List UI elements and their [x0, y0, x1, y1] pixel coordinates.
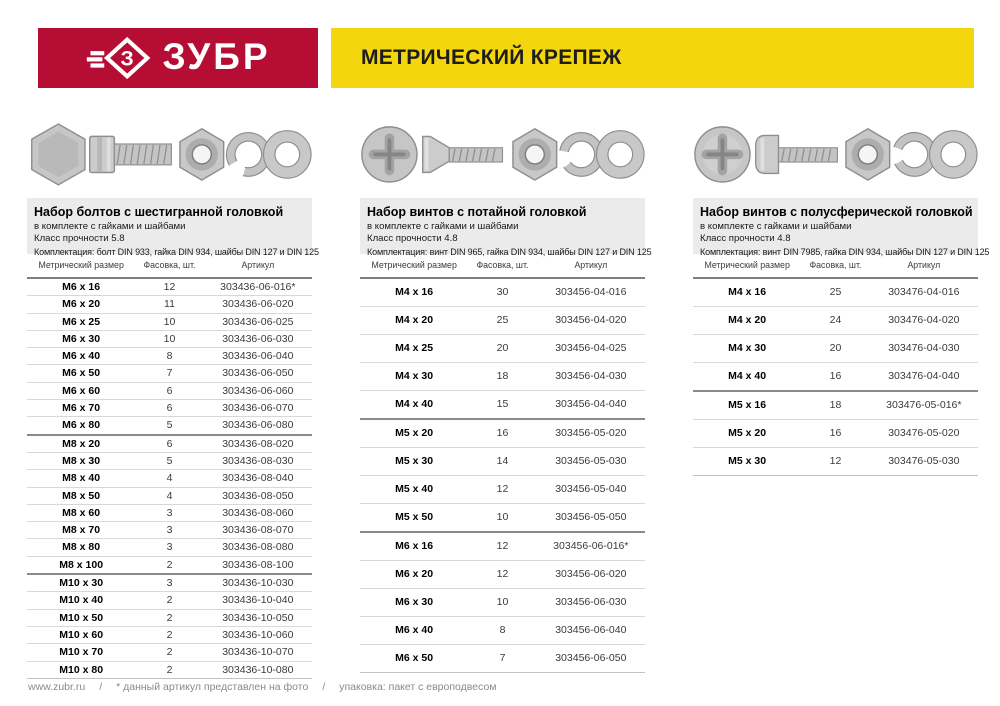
qty-cell: 6 [166, 437, 173, 450]
kit-contents: Комплектация: винт DIN 7985, гайка DIN 934, шайбы DIN 127 и DIN 125 [700, 246, 990, 257]
flat-washer-icon [597, 131, 645, 179]
table-row [27, 539, 312, 556]
article-cell: 303476-04-016 [888, 286, 960, 298]
table-row [27, 609, 312, 626]
strength-class: Класс прочности 5.8 [34, 233, 125, 245]
article-cell: 303436-06-050 [222, 367, 294, 380]
article-cell: 303456-04-030 [555, 370, 627, 382]
table-row [360, 645, 645, 673]
pan-head-screw-set-image [693, 108, 978, 198]
article-cell: 303476-04-040 [888, 370, 960, 382]
qty-cell: 16 [829, 370, 842, 382]
footer-separator: / [322, 681, 326, 693]
table-row [27, 556, 312, 574]
size-cell: M6 x 50 [395, 652, 434, 664]
qty-cell: 2 [166, 611, 173, 624]
table-row [27, 644, 312, 661]
table-row [360, 307, 645, 335]
page-header [38, 28, 974, 88]
brand-logo [38, 28, 318, 88]
size-cell: M6 x 16 [395, 540, 434, 552]
qty-cell: 10 [163, 332, 176, 345]
qty-cell: 8 [499, 624, 506, 636]
article-cell: 303476-04-030 [888, 342, 960, 354]
table-row [360, 476, 645, 504]
table-row [27, 382, 312, 399]
table-row [27, 522, 312, 539]
article-cell: 303436-08-100 [222, 558, 294, 571]
article-cell: 303436-06-030 [222, 332, 294, 345]
table-row [27, 365, 312, 382]
qty-cell: 6 [166, 402, 173, 415]
qty-cell: 16 [496, 427, 509, 439]
table-row [27, 435, 312, 453]
qty-cell: 24 [829, 314, 842, 326]
qty-cell: 12 [496, 540, 509, 552]
product-column-hex-bolts [27, 108, 319, 679]
hex-head-top-view-icon [32, 124, 85, 185]
size-cell: M4 x 16 [395, 286, 434, 298]
size-cell: M6 x 40 [62, 350, 101, 363]
site-url-link[interactable]: www.zubr.ru [28, 681, 86, 693]
size-cell: M8 x 40 [62, 472, 101, 485]
table-row [360, 448, 645, 476]
qty-cell: 25 [496, 314, 509, 326]
article-cell: 303436-08-060 [222, 506, 294, 519]
product-title: Набор винтов с потайной головкой [367, 205, 587, 219]
size-cell: M5 x 30 [395, 455, 434, 467]
table-row [27, 348, 312, 365]
article-cell: 303456-06-020 [555, 568, 627, 580]
svg-text:З: З [121, 47, 135, 71]
footer-note-packaging: упаковка: пакет с европодвесом [339, 681, 497, 693]
col-header-qty: Фасовка, шт. [476, 260, 529, 270]
size-cell: M10 x 50 [59, 611, 104, 624]
article-cell: 303436-08-080 [222, 541, 294, 554]
table-row [360, 617, 645, 645]
size-cell: M8 x 70 [62, 524, 101, 537]
qty-cell: 4 [166, 489, 173, 502]
product-column-countersunk-screws [360, 108, 652, 679]
pan-head-screw-set-icon [693, 112, 978, 194]
qty-cell: 10 [496, 511, 509, 523]
article-cell: 303436-06-040 [222, 350, 294, 363]
article-cell: 303456-06-016* [553, 540, 629, 552]
countersunk-screw-set-icon [360, 112, 645, 194]
countersunk-screw-side-view-icon [423, 136, 503, 172]
qty-cell: 11 [164, 298, 175, 311]
article-cell: 303456-06-030 [555, 596, 627, 608]
footer-separator: / [99, 681, 103, 693]
size-cell: M6 x 80 [62, 419, 101, 432]
qty-cell: 2 [166, 663, 173, 676]
table-row [27, 592, 312, 609]
size-cell: M6 x 20 [62, 298, 101, 311]
article-cell: 303456-04-016 [555, 286, 627, 298]
product-info-block [360, 198, 652, 257]
article-cell: 303456-05-040 [555, 483, 627, 495]
hex-bolt-side-view-icon [90, 136, 172, 172]
product-title: Набор винтов с полусферической головкой [700, 205, 973, 219]
qty-cell: 6 [166, 384, 173, 397]
article-cell: 303436-10-050 [222, 611, 294, 624]
size-cell: M6 x 25 [62, 315, 101, 328]
product-subtitle: в комплекте с гайками и шайбами [367, 221, 519, 232]
page-title-band [331, 28, 974, 88]
col-header-qty: Фасовка, шт. [809, 260, 862, 270]
article-cell: 303436-10-040 [222, 594, 294, 607]
footer-note-photo: * данный артикул представлен на фото [116, 681, 309, 693]
size-cell: M8 x 20 [62, 437, 101, 450]
article-cell: 303456-04-020 [555, 314, 627, 326]
size-cell: M4 x 40 [395, 398, 434, 410]
hex-nut-icon [846, 129, 890, 180]
hex-nut-icon [180, 129, 224, 180]
qty-cell: 4 [166, 472, 173, 485]
flat-washer-icon [930, 131, 978, 179]
article-cell: 303456-06-050 [555, 652, 627, 664]
size-cell: M10 x 30 [59, 577, 104, 590]
qty-cell: 2 [166, 558, 173, 571]
table-row [360, 391, 645, 420]
size-cell: M6 x 30 [395, 596, 434, 608]
size-cell: M10 x 60 [59, 628, 104, 641]
article-cell: 303436-06-025 [222, 315, 294, 328]
table-row [27, 574, 312, 592]
size-cell: M8 x 80 [62, 541, 101, 554]
kit-contents: Комплектация: болт DIN 933, гайка DIN 934, шайбы DIN 127 и DIN 125 [34, 246, 319, 257]
size-cell: M8 x 30 [62, 454, 101, 467]
size-cell: M6 x 30 [62, 332, 101, 345]
product-info-block [693, 198, 990, 257]
table-row [27, 278, 312, 296]
col-header-size: Метрический размер [704, 260, 790, 270]
flat-washer-icon [264, 131, 312, 179]
strength-class: Класс прочности 4.8 [367, 233, 458, 245]
product-subtitle: в комплекте с гайками и шайбами [700, 221, 852, 232]
qty-cell: 10 [496, 596, 509, 608]
qty-cell: 3 [166, 506, 173, 519]
table-row [693, 335, 978, 363]
size-cell: M10 x 40 [59, 594, 104, 607]
table-row [27, 470, 312, 487]
article-cell: 303436-10-080 [222, 663, 294, 676]
qty-cell: 18 [829, 399, 842, 411]
size-cell: M10 x 80 [59, 663, 104, 676]
article-cell: 303436-06-016* [220, 281, 296, 293]
table-row [27, 296, 312, 313]
size-cell: M6 x 40 [395, 624, 434, 636]
size-cell: M8 x 50 [62, 489, 101, 502]
table-row [693, 448, 978, 476]
article-cell: 303436-06-020 [222, 298, 294, 311]
qty-cell: 12 [496, 483, 509, 495]
size-cell: M5 x 20 [395, 427, 434, 439]
table-row [360, 278, 645, 307]
product-columns [27, 108, 990, 679]
size-cell: M8 x 100 [59, 558, 104, 571]
size-cell: M4 x 20 [395, 314, 434, 326]
article-cell: 303436-06-080 [222, 419, 294, 432]
qty-cell: 30 [496, 286, 509, 298]
brand-logo-text: ЗУБР [162, 36, 271, 77]
size-cell: M8 x 60 [62, 506, 101, 519]
table-row [27, 400, 312, 417]
table-row [27, 626, 312, 643]
article-cell: 303436-08-030 [222, 454, 294, 467]
size-table [360, 254, 645, 673]
qty-cell: 15 [496, 398, 509, 410]
kit-contents: Комплектация: винт DIN 965, гайка DIN 934, шайбы DIN 127 и DIN 125 [367, 246, 652, 257]
qty-cell: 14 [496, 455, 509, 467]
qty-cell: 3 [166, 524, 173, 537]
hex-bolt-set-image [27, 108, 312, 198]
article-cell: 303476-04-020 [888, 314, 960, 326]
article-cell: 303436-08-020 [222, 437, 294, 450]
countersunk-screw-set-image [360, 108, 645, 198]
table-row [27, 313, 312, 330]
table-row [360, 335, 645, 363]
strength-class: Класс прочности 4.8 [700, 233, 791, 245]
article-cell: 303436-10-070 [222, 646, 294, 659]
table-row [693, 363, 978, 392]
size-cell: M5 x 50 [395, 511, 434, 523]
size-cell: M4 x 25 [395, 342, 434, 354]
hex-nut-icon [513, 129, 557, 180]
qty-cell: 10 [163, 315, 176, 328]
qty-cell: 12 [496, 568, 509, 580]
article-cell: 303456-05-050 [555, 511, 627, 523]
size-cell: M6 x 60 [62, 384, 101, 397]
page-footer [28, 681, 497, 693]
size-cell: M6 x 50 [62, 367, 101, 380]
size-cell: M5 x 20 [728, 427, 767, 439]
product-column-pan-head-screws [693, 108, 990, 679]
qty-cell: 3 [166, 541, 173, 554]
pan-head-screw-side-view-icon [756, 135, 838, 173]
table-row [27, 487, 312, 504]
size-cell: M4 x 16 [728, 286, 767, 298]
article-cell: 303436-10-060 [222, 628, 294, 641]
article-cell: 303436-08-070 [222, 524, 294, 537]
table-row [693, 307, 978, 335]
article-cell: 303456-06-040 [555, 624, 627, 636]
table-row [27, 452, 312, 469]
article-cell: 303436-06-070 [222, 402, 294, 415]
qty-cell: 5 [166, 419, 173, 432]
countersunk-head-top-view-icon [362, 127, 417, 182]
qty-cell: 2 [166, 628, 173, 641]
table-row [360, 419, 645, 448]
qty-cell: 2 [166, 594, 173, 607]
size-cell: M6 x 20 [395, 568, 434, 580]
size-table [27, 254, 312, 679]
size-cell: M4 x 30 [728, 342, 767, 354]
col-header-article: Артикул [907, 260, 941, 270]
table-row [27, 330, 312, 347]
page-title: МЕТРИЧЕСКИЙ КРЕПЕЖ [361, 46, 622, 69]
qty-cell: 12 [163, 281, 176, 293]
table-row [27, 504, 312, 521]
size-table [693, 254, 978, 476]
table-row [27, 661, 312, 678]
product-info-block [27, 198, 319, 257]
size-cell: M5 x 30 [728, 455, 767, 467]
zubr-diamond-icon [85, 36, 151, 80]
article-cell: 303436-08-040 [222, 472, 294, 485]
table-row [360, 363, 645, 391]
pan-head-top-view-icon [695, 127, 750, 182]
qty-cell: 20 [829, 342, 842, 354]
article-cell: 303436-06-060 [222, 384, 294, 397]
article-cell: 303456-04-040 [555, 398, 627, 410]
table-row [693, 278, 978, 307]
hex-bolt-set-icon [27, 112, 312, 194]
product-subtitle: в комплекте с гайками и шайбами [34, 221, 186, 232]
article-cell: 303436-08-050 [222, 489, 294, 502]
qty-cell: 5 [166, 454, 173, 467]
table-row [693, 391, 978, 420]
size-cell: M5 x 16 [728, 399, 767, 411]
size-cell: M6 x 70 [62, 402, 101, 415]
size-cell: M10 x 70 [59, 646, 104, 659]
article-cell: 303476-05-030 [888, 455, 960, 467]
qty-cell: 7 [166, 367, 173, 380]
product-title: Набор болтов с шестигранной головкой [34, 205, 284, 219]
article-cell: 303456-04-025 [555, 342, 627, 354]
col-header-size: Метрический размер [38, 260, 124, 270]
article-cell: 303456-05-030 [555, 455, 627, 467]
col-header-article: Артикул [574, 260, 608, 270]
table-row [27, 417, 312, 435]
size-cell: M6 x 16 [62, 281, 101, 293]
article-cell: 303436-10-030 [222, 577, 294, 590]
size-cell: M4 x 40 [728, 370, 767, 382]
qty-cell: 18 [496, 370, 509, 382]
col-header-qty: Фасовка, шт. [143, 260, 196, 270]
table-row [360, 589, 645, 617]
qty-cell: 25 [829, 286, 842, 298]
article-cell: 303456-05-020 [555, 427, 627, 439]
size-cell: M5 x 40 [395, 483, 434, 495]
qty-cell: 7 [499, 652, 506, 664]
table-row [360, 504, 645, 533]
table-row [360, 561, 645, 589]
article-cell: 303476-05-020 [888, 427, 960, 439]
size-cell: M4 x 30 [395, 370, 434, 382]
table-row [693, 420, 978, 448]
col-header-size: Метрический размер [371, 260, 457, 270]
qty-cell: 2 [166, 646, 173, 659]
qty-cell: 12 [829, 455, 842, 467]
qty-cell: 3 [166, 577, 173, 590]
qty-cell: 20 [496, 342, 509, 354]
col-header-article: Артикул [241, 260, 275, 270]
qty-cell: 16 [829, 427, 842, 439]
qty-cell: 8 [166, 350, 173, 363]
size-cell: M4 x 20 [728, 314, 767, 326]
article-cell: 303476-05-016* [886, 399, 962, 411]
table-row [360, 532, 645, 561]
